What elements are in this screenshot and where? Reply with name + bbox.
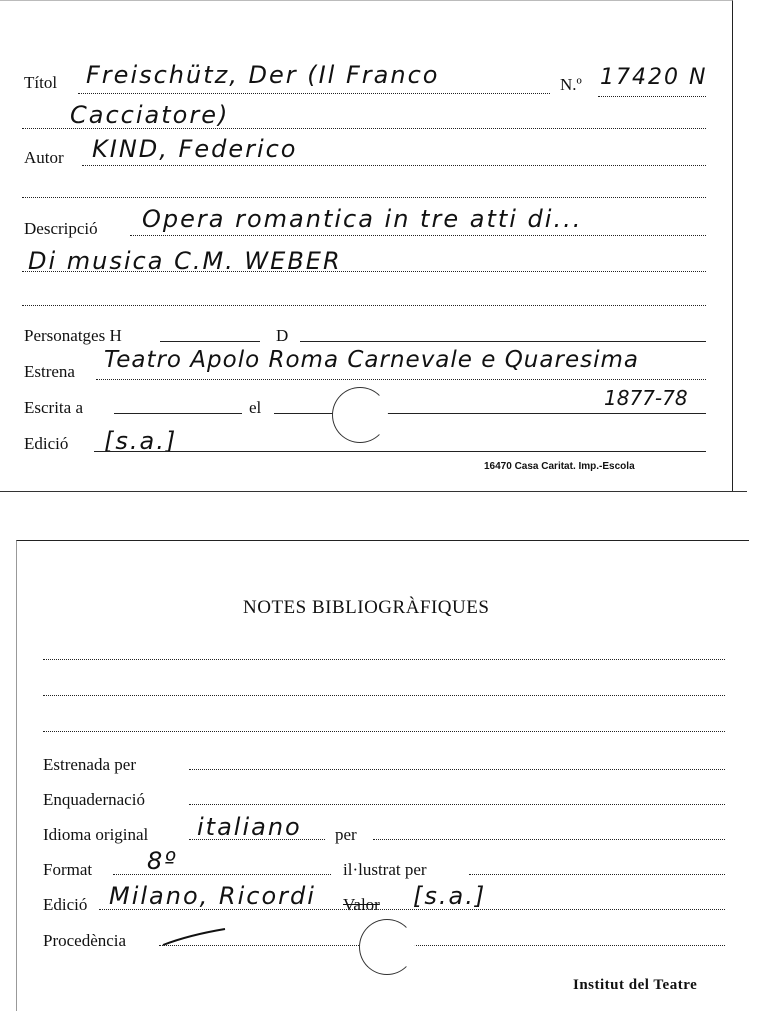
edicio-value: [s.a.] [104, 427, 178, 455]
estrena-year: 1877-78 [604, 386, 688, 410]
idioma-line [189, 839, 325, 840]
personatges-d-line [300, 341, 706, 342]
format-label: Format [43, 860, 93, 879]
autor-line [82, 165, 706, 166]
titol-line-2 [22, 128, 706, 129]
illustrat-line [469, 874, 725, 875]
notes-line-1 [43, 659, 725, 660]
idioma-label: Idioma original [43, 825, 149, 844]
edicio-back-line [99, 909, 725, 910]
num-label: N.º [560, 75, 582, 94]
institution-footer: Institut del Teatre [573, 977, 698, 993]
per-label: per [335, 825, 357, 844]
valor-value: [s.a.] [413, 882, 487, 910]
personatges-h-line [160, 341, 260, 342]
num-line [598, 96, 706, 97]
descripcio-line [130, 235, 706, 236]
autor-label: Autor [24, 148, 64, 167]
descripcio-value: Opera romantica in tre atti di... [142, 205, 583, 233]
estrenada-line [189, 769, 725, 770]
edicio-back-value: Milano, Ricordi [109, 882, 316, 910]
escrita-label: Escrita a [24, 398, 83, 417]
illustrat-label: il·lustrat per [343, 860, 427, 879]
estrena-line [96, 379, 706, 380]
punch-hole-back [359, 919, 415, 975]
notes-line-3 [43, 731, 725, 732]
printer-imprint: 16470 Casa Caritat. Imp.-Escola [484, 461, 635, 472]
escrita-line [114, 413, 242, 414]
procedencia-label: Procedència [43, 931, 127, 950]
el-label: el [249, 398, 262, 417]
descripcio-line-3 [22, 305, 706, 306]
edicio-line [94, 451, 706, 452]
estrena-value: Teatro Apolo Roma Carnevale e Quaresima [104, 347, 639, 373]
autor-line-2 [22, 197, 706, 198]
notes-title: NOTES BIBLIOGRÀFIQUES [243, 597, 490, 618]
titol-value: Freischütz, Der (Il Franco [86, 61, 440, 89]
format-line [113, 874, 331, 875]
autor-value: KIND, Federico [92, 135, 298, 163]
titol-line [78, 93, 550, 94]
card-separator [0, 491, 747, 492]
descripcio-value-cont: Di musica C.M. WEBER [28, 247, 342, 275]
catalog-card-back [16, 540, 749, 1011]
edicio-label: Edició [24, 434, 69, 453]
catalog-card-front [0, 0, 733, 491]
num-value: 17420 N [600, 65, 708, 90]
enquadernacio-label: Enquadernació [43, 790, 145, 809]
descripcio-line-2 [22, 271, 706, 272]
edicio-back-label: Edició [43, 895, 88, 914]
punch-hole [332, 387, 388, 443]
valor-label: Valor [343, 895, 380, 914]
personatges-label: Personatges H [24, 326, 122, 345]
enquadernacio-line [189, 804, 725, 805]
descripcio-label: Descripció [24, 219, 98, 238]
procedencia-line [159, 945, 725, 946]
per-line [373, 839, 725, 840]
format-value: 8º [147, 847, 178, 875]
titol-label: Títol [24, 73, 58, 92]
estrena-label: Estrena [24, 362, 75, 381]
notes-line-2 [43, 695, 725, 696]
idioma-value: italiano [197, 813, 302, 841]
titol-value-cont: Cacciatore) [70, 101, 230, 129]
estrenada-label: Estrenada per [43, 755, 136, 774]
personatges-d-label: D [276, 326, 289, 345]
